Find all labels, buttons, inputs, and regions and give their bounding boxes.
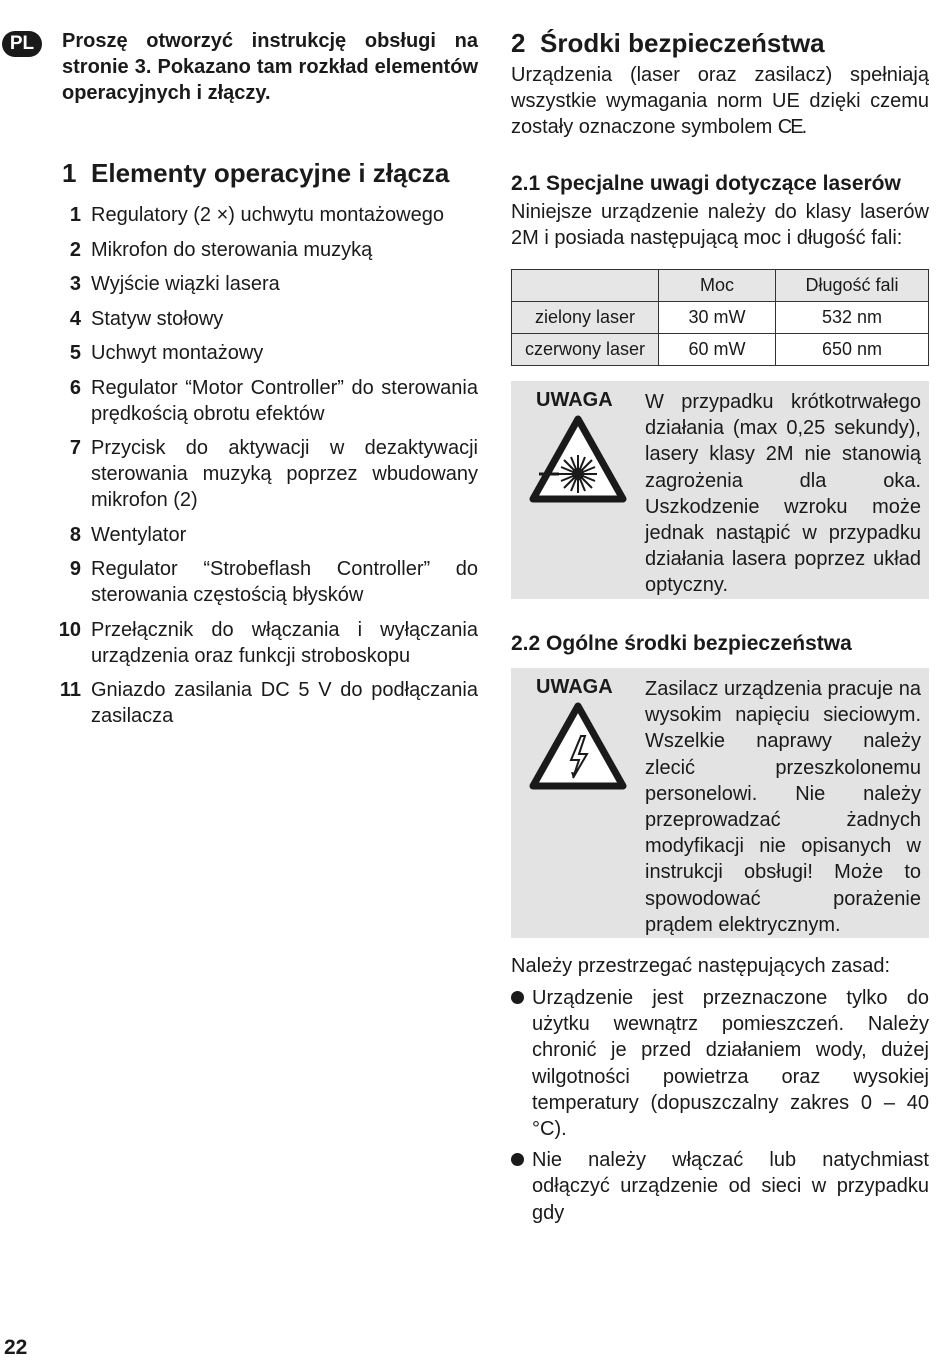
row-label: czerwony laser [512, 334, 659, 366]
section-1-number: 1 [62, 158, 77, 188]
item-number: 3 [69, 273, 81, 295]
section-1-title: Elementy operacyjne i złącza [91, 158, 450, 188]
table-row [512, 302, 929, 334]
rules-list [511, 985, 929, 1226]
ce-mark-icon: CE [777, 116, 802, 138]
item-number: 1 [69, 204, 81, 226]
table-header-empty [512, 270, 659, 302]
warning-text: W przypadku krótkotrwałego działania (max 0,25 sekundy), lasery klasy 2M nie stanowią zagrożenia dla oka. Uszkodzenie wzroku może jednak nastąpić w przypadku działania lasera poprzez układ optyczny. [645, 391, 921, 597]
list-item [58, 375, 478, 427]
list-item [58, 202, 478, 228]
item-text: Przełącznik do włączania i wyłączania urządzenia oraz funkcji stroboskopu [91, 618, 478, 667]
row-wavelength: 650 nm [776, 334, 929, 366]
section-2-1-text: Niniejsze urządzenie należy do klasy laserów 2M i posiada następującą moc i długość fali: [511, 201, 929, 249]
high-voltage-icon [529, 702, 627, 790]
rules-intro: Należy przestrzegać następujących zasad: [511, 955, 891, 977]
list-item [58, 340, 478, 366]
item-text: Uchwyt montażowy [91, 342, 264, 364]
left-column [58, 28, 478, 738]
section-2-1-heading: 2.1 Specjalne uwagi dotyczące laserów [511, 172, 901, 195]
item-number: 6 [69, 376, 81, 399]
row-wavelength: 532 nm [776, 302, 929, 334]
item-number: 11 [59, 679, 81, 701]
section-2-text [511, 62, 929, 140]
item-text: Gniazdo zasilania DC 5 V do podłączania zasilacza [91, 679, 478, 727]
item-number: 2 [69, 238, 81, 261]
item-number: 5 [69, 342, 81, 364]
laser-warning-icon [529, 415, 627, 503]
item-text: Wyjście wiązki lasera [91, 273, 280, 295]
list-item [58, 522, 478, 548]
table-header-wavelength: Długość fali [776, 270, 929, 302]
warning-title: UWAGA [536, 389, 613, 411]
controls-list [58, 202, 478, 729]
item-number: 4 [69, 307, 81, 330]
voltage-warning-box [511, 668, 929, 938]
warning-text: Zasilacz urządzenia pracuje na wysokim napięciu sieciowym. Wszelkie naprawy należy zlecić przeszkolonemu personelowi. Nie należy przeprowadzać żadnych modyfikacji nie opisanych w instrukcji obsługi! Może to spowodować porażenie prądem elektrycznym. [645, 678, 921, 936]
item-text: Statyw stołowy [91, 307, 224, 330]
list-item [58, 677, 478, 729]
section-2-number: 2 [511, 28, 526, 58]
section-1-heading [62, 158, 478, 188]
list-item: Urządzenie jest przeznaczone tylko do użytku wewnątrz pomieszczeń. Należy chronić je przed działaniem wody, dużej wilgotności powietrza oraz wysokiej temperatury (dopuszczalny zakres 0 – 40 °C). [511, 985, 929, 1142]
section-2-body: Urządzenia (laser oraz zasilacz) spełniają wszystkie wymagania norm UE dzięki czemu zostały oznaczone symbolem [511, 64, 929, 138]
list-item [58, 271, 478, 297]
list-item [58, 617, 478, 669]
row-power: 30 mW [659, 302, 776, 334]
item-number: 9 [69, 558, 81, 580]
warning-title: UWAGA [536, 676, 613, 698]
item-number: 8 [69, 523, 81, 546]
laser-warning-box [511, 381, 929, 599]
list-item [58, 556, 478, 608]
table-header-row [512, 270, 929, 302]
list-item [58, 435, 478, 513]
section-2-2-heading: 2.2 Ogólne środki bezpieczeństwa [511, 632, 852, 655]
item-text: Przycisk do aktywacji w dezaktywacji sterowania muzyką poprzez wbudowany mikrofon (2) [91, 437, 478, 511]
table-header-power: Moc [659, 270, 776, 302]
list-item [58, 237, 478, 263]
page-number: 22 [4, 1336, 28, 1359]
item-text: Regulator “Strobeflash Controller” do sterowania częstością błysków [91, 558, 478, 606]
item-text: Mikrofon do sterowania muzyką [91, 238, 373, 261]
table-row [512, 334, 929, 366]
row-label: zielony laser [512, 302, 659, 334]
ce-suffix: . [801, 116, 808, 138]
item-text: Regulatory (2 ×) uchwytu montażowego [91, 204, 444, 226]
list-item: Nie należy włączać lub natychmiast odłączyć urządzenie od sieci w przypadku gdy [511, 1147, 929, 1226]
section-2-heading [511, 28, 929, 58]
item-number: 10 [58, 618, 81, 641]
list-item [58, 306, 478, 332]
item-text: Regulator “Motor Controller” do sterowania prędkością obrotu efektów [91, 376, 478, 425]
section-2-title: Środki bezpieczeństwa [540, 28, 825, 58]
language-badge: PL [2, 31, 42, 57]
intro-text: Proszę otworzyć instrukcję obsługi na stronie 3. Pokazano tam rozkład elementów operacyjnych i złączy. [62, 30, 478, 104]
item-text: Wentylator [91, 523, 187, 546]
item-number: 7 [69, 437, 81, 459]
laser-spec-table [511, 269, 929, 366]
right-column [511, 28, 929, 1231]
row-power: 60 mW [659, 334, 776, 366]
